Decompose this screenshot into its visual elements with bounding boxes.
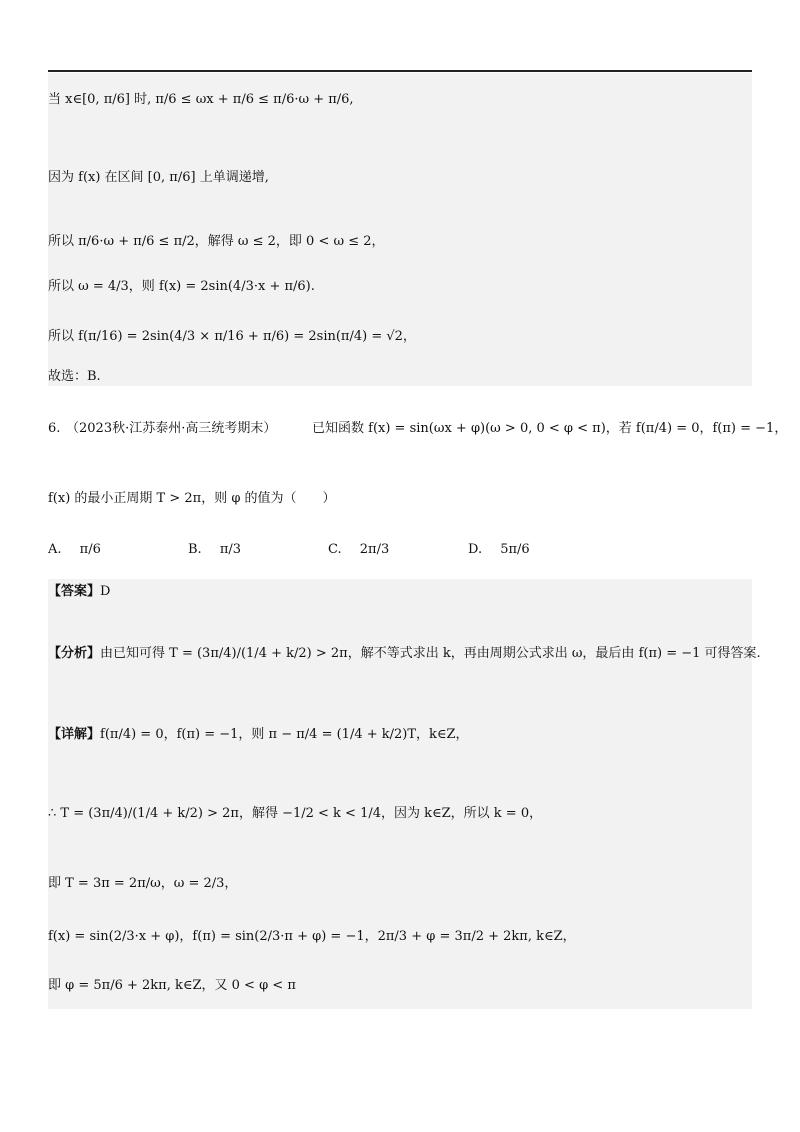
option-c[interactable] bbox=[328, 541, 389, 559]
answer-row bbox=[48, 583, 110, 601]
option-c-value: 2π/3 bbox=[359, 542, 390, 557]
answer-label: 【答案】 bbox=[48, 584, 101, 599]
header-rule bbox=[48, 70, 752, 72]
option-d-value: 5π/6 bbox=[500, 542, 530, 557]
analysis-label: 【分析】 bbox=[48, 646, 101, 661]
question-number: 6. bbox=[48, 421, 61, 436]
solution-line-2: 因为 f(x) 在区间 [0, π/6] 上单调递增, bbox=[48, 170, 269, 185]
option-d[interactable] bbox=[468, 541, 530, 559]
question-stem-1: 已知函数 f(x) = sin(ωx + φ)(ω > 0, 0 < φ < π)，若 f(π/4) = 0，f(π) = −1， bbox=[312, 421, 788, 436]
previous-solution-panel bbox=[48, 73, 752, 386]
option-d-label: D. bbox=[468, 542, 483, 557]
solution-line-3: 所以 π/6·ω + π/6 ≤ π/2，解得 ω ≤ 2，即 0 < ω ≤ 2， bbox=[48, 234, 385, 249]
detail-step-2: 即 T = 3π = 2π/ω，ω = 2/3， bbox=[48, 876, 238, 891]
detail-step-1: ∴ T = (3π/4)/(1/4 + k/2) > 2π，解得 −1/2 < k < 1/4，因为 k∈Z，所以 k = 0， bbox=[48, 806, 543, 821]
question-stem-2: f(x) 的最小正周期 T > 2π，则 φ 的值为（ ） bbox=[48, 491, 336, 506]
option-a[interactable] bbox=[48, 541, 101, 559]
answer-value: D bbox=[100, 584, 111, 599]
option-c-label: C. bbox=[328, 542, 342, 557]
option-b[interactable] bbox=[188, 541, 241, 559]
detail-label: 【详解】 bbox=[48, 727, 101, 742]
solution-line-4: 所以 ω = 4/3，则 f(x) = 2sin(4/3·x + π/6). bbox=[48, 279, 315, 294]
detail-text: f(π/4) = 0，f(π) = −1，则 π − π/4 = (1/4 + k/2)T，k∈Z， bbox=[100, 727, 469, 742]
option-a-value: π/6 bbox=[79, 542, 101, 557]
solution-line-1: 当 x∈[0, π/6] 时, π/6 ≤ ωx + π/6 ≤ π/6·ω + π/6, bbox=[48, 92, 354, 107]
analysis-row bbox=[48, 645, 761, 663]
solution-line-5: 所以 f(π/16) = 2sin(4/3 × π/16 + π/6) = 2sin(π/4) = √2， bbox=[48, 329, 416, 344]
question-source: （2023秋·江苏泰州·高三统考期末） bbox=[66, 421, 277, 436]
option-a-label: A. bbox=[48, 542, 62, 557]
detail-step-3: f(x) = sin(2/3·x + φ)，f(π) = sin(2/3·π + φ) = −1，2π/3 + φ = 3π/2 + 2kπ, k∈Z， bbox=[48, 929, 576, 944]
analysis-text: 由已知可得 T = (3π/4)/(1/4 + k/2) > 2π，解不等式求出 k，再由周期公式求出 ω，最后由 f(π) = −1 可得答案. bbox=[100, 646, 761, 661]
option-b-label: B. bbox=[188, 542, 202, 557]
solution-line-6: 故选：B. bbox=[48, 369, 101, 384]
detail-step-4: 即 φ = 5π/6 + 2kπ, k∈Z，又 0 < φ < π bbox=[48, 978, 296, 993]
detail-row bbox=[48, 726, 469, 744]
answer-panel bbox=[48, 579, 761, 1009]
option-b-value: π/3 bbox=[219, 542, 242, 557]
